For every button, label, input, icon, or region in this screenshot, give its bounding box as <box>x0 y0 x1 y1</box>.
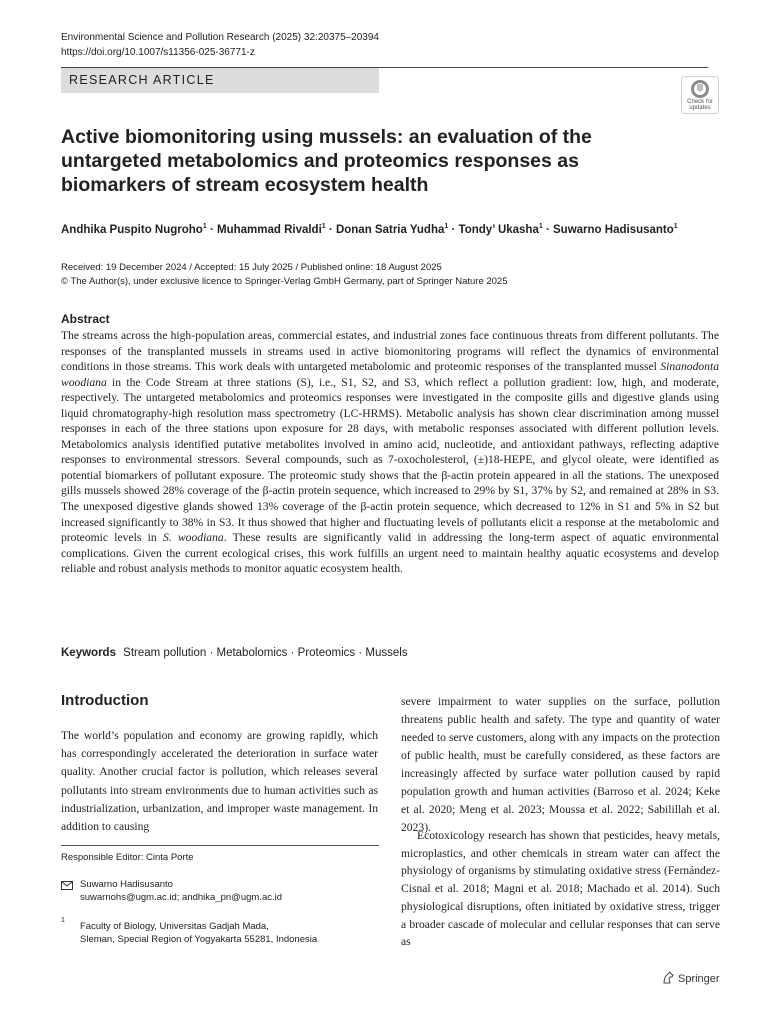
doi-link[interactable]: https://doi.org/10.1007/s11356-025-36771-z <box>61 47 255 58</box>
check-updates-line1: Check for <box>687 99 713 105</box>
abstract-text <box>61 328 719 577</box>
introduction-paragraph: Ecotoxicology research has shown that pesticides, heavy metals, microplastics, and other chemicals in stream water can affect the physiology of organisms by stimulating oxidative stress (Fernández-Cisnal et al. 2018; Magni et al. 2018; Machado et al. 2014). Such physiological disruptions, often initiated by oxidative stress, trigger a broader cascade of molecular and cellular responses that can serve as <box>401 829 720 949</box>
author-separator: · <box>209 223 214 236</box>
author-name[interactable]: Muhammad Rivaldi <box>216 223 322 236</box>
species-name: S. woodiana <box>162 531 224 545</box>
author-affiliation-mark: 1 <box>673 223 678 230</box>
affiliation-line: Faculty of Biology, Universitas Gadjah Mada, <box>80 921 269 932</box>
publisher-name: Springer <box>678 973 720 985</box>
envelope-icon <box>61 881 73 890</box>
journal-header <box>61 30 379 60</box>
article-title: Active biomonitoring using mussels: an evaluation of the untargeted metabolomics and proteomics responses as biomarkers of stream ecosystem health <box>61 126 592 196</box>
copyright-line: © The Author(s), under exclusive licence to Springer-Verlag GmbH Germany, part of Springer Nature 2025 <box>61 276 508 287</box>
author-name[interactable]: Andhika Puspito Nugroho <box>61 223 203 236</box>
corresponding-author-emails[interactable]: suwarnohs@ugm.ac.id; andhika_pn@ugm.ac.id <box>80 892 283 903</box>
check-updates-line2: updates <box>689 105 711 111</box>
author-name[interactable]: Tondy’ Ukasha <box>458 223 539 236</box>
introduction-paragraph: severe impairment to water supplies on the surface, pollution threatens public health and safety. The type and quantity of water needed to serve customers, along with any impacts on the protection of public health, must be carefully considered, as these factors are increasingly affected by surface water pollution caused by rapid population growth and human activities (Barroso et al. 2024; Keke et al. 2020; Meng et al. 2023; Moussa et al. 2022; Sabilillah et al. 2023). <box>401 695 720 834</box>
affiliation-line: Sleman, Special Region of Yogyakarta 55281, Indonesia <box>80 934 318 945</box>
corresponding-author <box>80 878 282 904</box>
journal-citation: Environmental Science and Pollution Research (2025) 32:20375–20394 <box>61 32 379 43</box>
abstract-part: . These results are significantly valid in addressing the long-term aspect of aquatic environmental complications. Given the current ecological crises, this work fulfills an urgent need to maintain healthy aquatic ecosystems and develop reliable and robust analysis methods to monitor aquatic ecosystem health. <box>61 531 719 576</box>
affiliation-number: 1 <box>61 917 65 924</box>
author-list <box>61 219 721 238</box>
author-affiliation-mark: 1 <box>202 223 207 230</box>
abstract-part: The streams across the high-population areas, commercial estates, and industrial zones face continuous threats from different pollutants. The responses of the transplanted mussels in streams used in active biomonitoring programs will reflect the dynamics of environmental conditions in those streams. This work deals with untargeted metabolomic and proteomic responses of the transplanted mussel <box>61 329 719 374</box>
species-name: Sinanodonta woodiana <box>61 360 719 389</box>
publication-dates <box>61 261 508 289</box>
author-affiliation-mark: 1 <box>321 223 326 230</box>
abstract-heading: Abstract <box>61 312 110 326</box>
author-affiliation-mark: 1 <box>538 223 543 230</box>
author-separator: · <box>328 223 333 236</box>
keywords-list: Stream pollution · Metabolomics · Proteomics · Mussels <box>123 647 408 659</box>
keywords-heading: Keywords <box>61 647 116 659</box>
affiliation <box>80 920 317 946</box>
article-type-banner: RESEARCH ARTICLE <box>61 68 379 93</box>
check-for-updates-badge[interactable] <box>681 76 719 114</box>
author-separator: · <box>545 223 550 236</box>
abstract-part: in the Code Stream at three stations (S), i.e., S1, S2, and S3, which reflect a pollution gradient: low, high, and moderate, respectively. The untargeted metabolomics and proteomics responses were investigated in the composite gills and digestive glands using liquid chromatography-high resolution mass spectrometry (LC-HRMS). Metabolic analysis has shown clear discrimination among mussel responses in each of the three stations upon exposure for 28 days, with metabolic responses associated with different pollution levels. Metabolomics analysis identified putative metabolites involved in amino acid, nucleotide, and antioxidant pathways, reflecting adaptive responses to environmental stressors. Several compounds, such as 7-oxocholesterol, (±)18-HEPE, and glycol oleate, were identified as potential biomarkers of pollutant exposure. The proteomic study shows that the β-actin protein appeared in all the stations. The unexposed gills mussels showed 28% coverage of the β-actin protein sequence, which increased to 29% by S1, 37% by S2, and remained at 28% in S3. The unexposed digestive glands showed 13% coverage of the β-actin protein sequence, which decreased to 12% in S1 and 5% in S2 but increased significantly to 38% in S3. It thus showed that higher and fluctuating levels of pollutants elicit a response at the metabolomic and proteomic levels in <box>61 375 719 545</box>
responsible-editor: Responsible Editor: Cinta Porte <box>61 852 194 863</box>
author-name[interactable]: Donan Satria Yudha <box>335 223 445 236</box>
history-dates: Received: 19 December 2024 / Accepted: 15 July 2025 / Published online: 18 August 2025 <box>61 262 442 273</box>
author-separator: · <box>451 223 456 236</box>
introduction-heading: Introduction <box>61 692 149 709</box>
footnote-rule <box>61 845 379 846</box>
keywords-line <box>61 647 408 659</box>
springer-horse-icon <box>661 971 675 985</box>
check-updates-icon <box>690 79 710 99</box>
corresponding-author-name: Suwarno Hadisusanto <box>80 879 173 890</box>
author-name[interactable]: Suwarno Hadisusanto <box>553 223 674 236</box>
publisher-logo <box>661 971 720 985</box>
introduction-paragraph: The world’s population and economy are growing rapidly, which has correspondingly accelerated the deterioration in surface water quality. Another crucial factor is pollution, which releases several pollutants into stream environments due to human activities such as industrialization, urbanization, and improper waste management. In addition to causing <box>61 729 378 834</box>
author-affiliation-mark: 1 <box>444 223 449 230</box>
